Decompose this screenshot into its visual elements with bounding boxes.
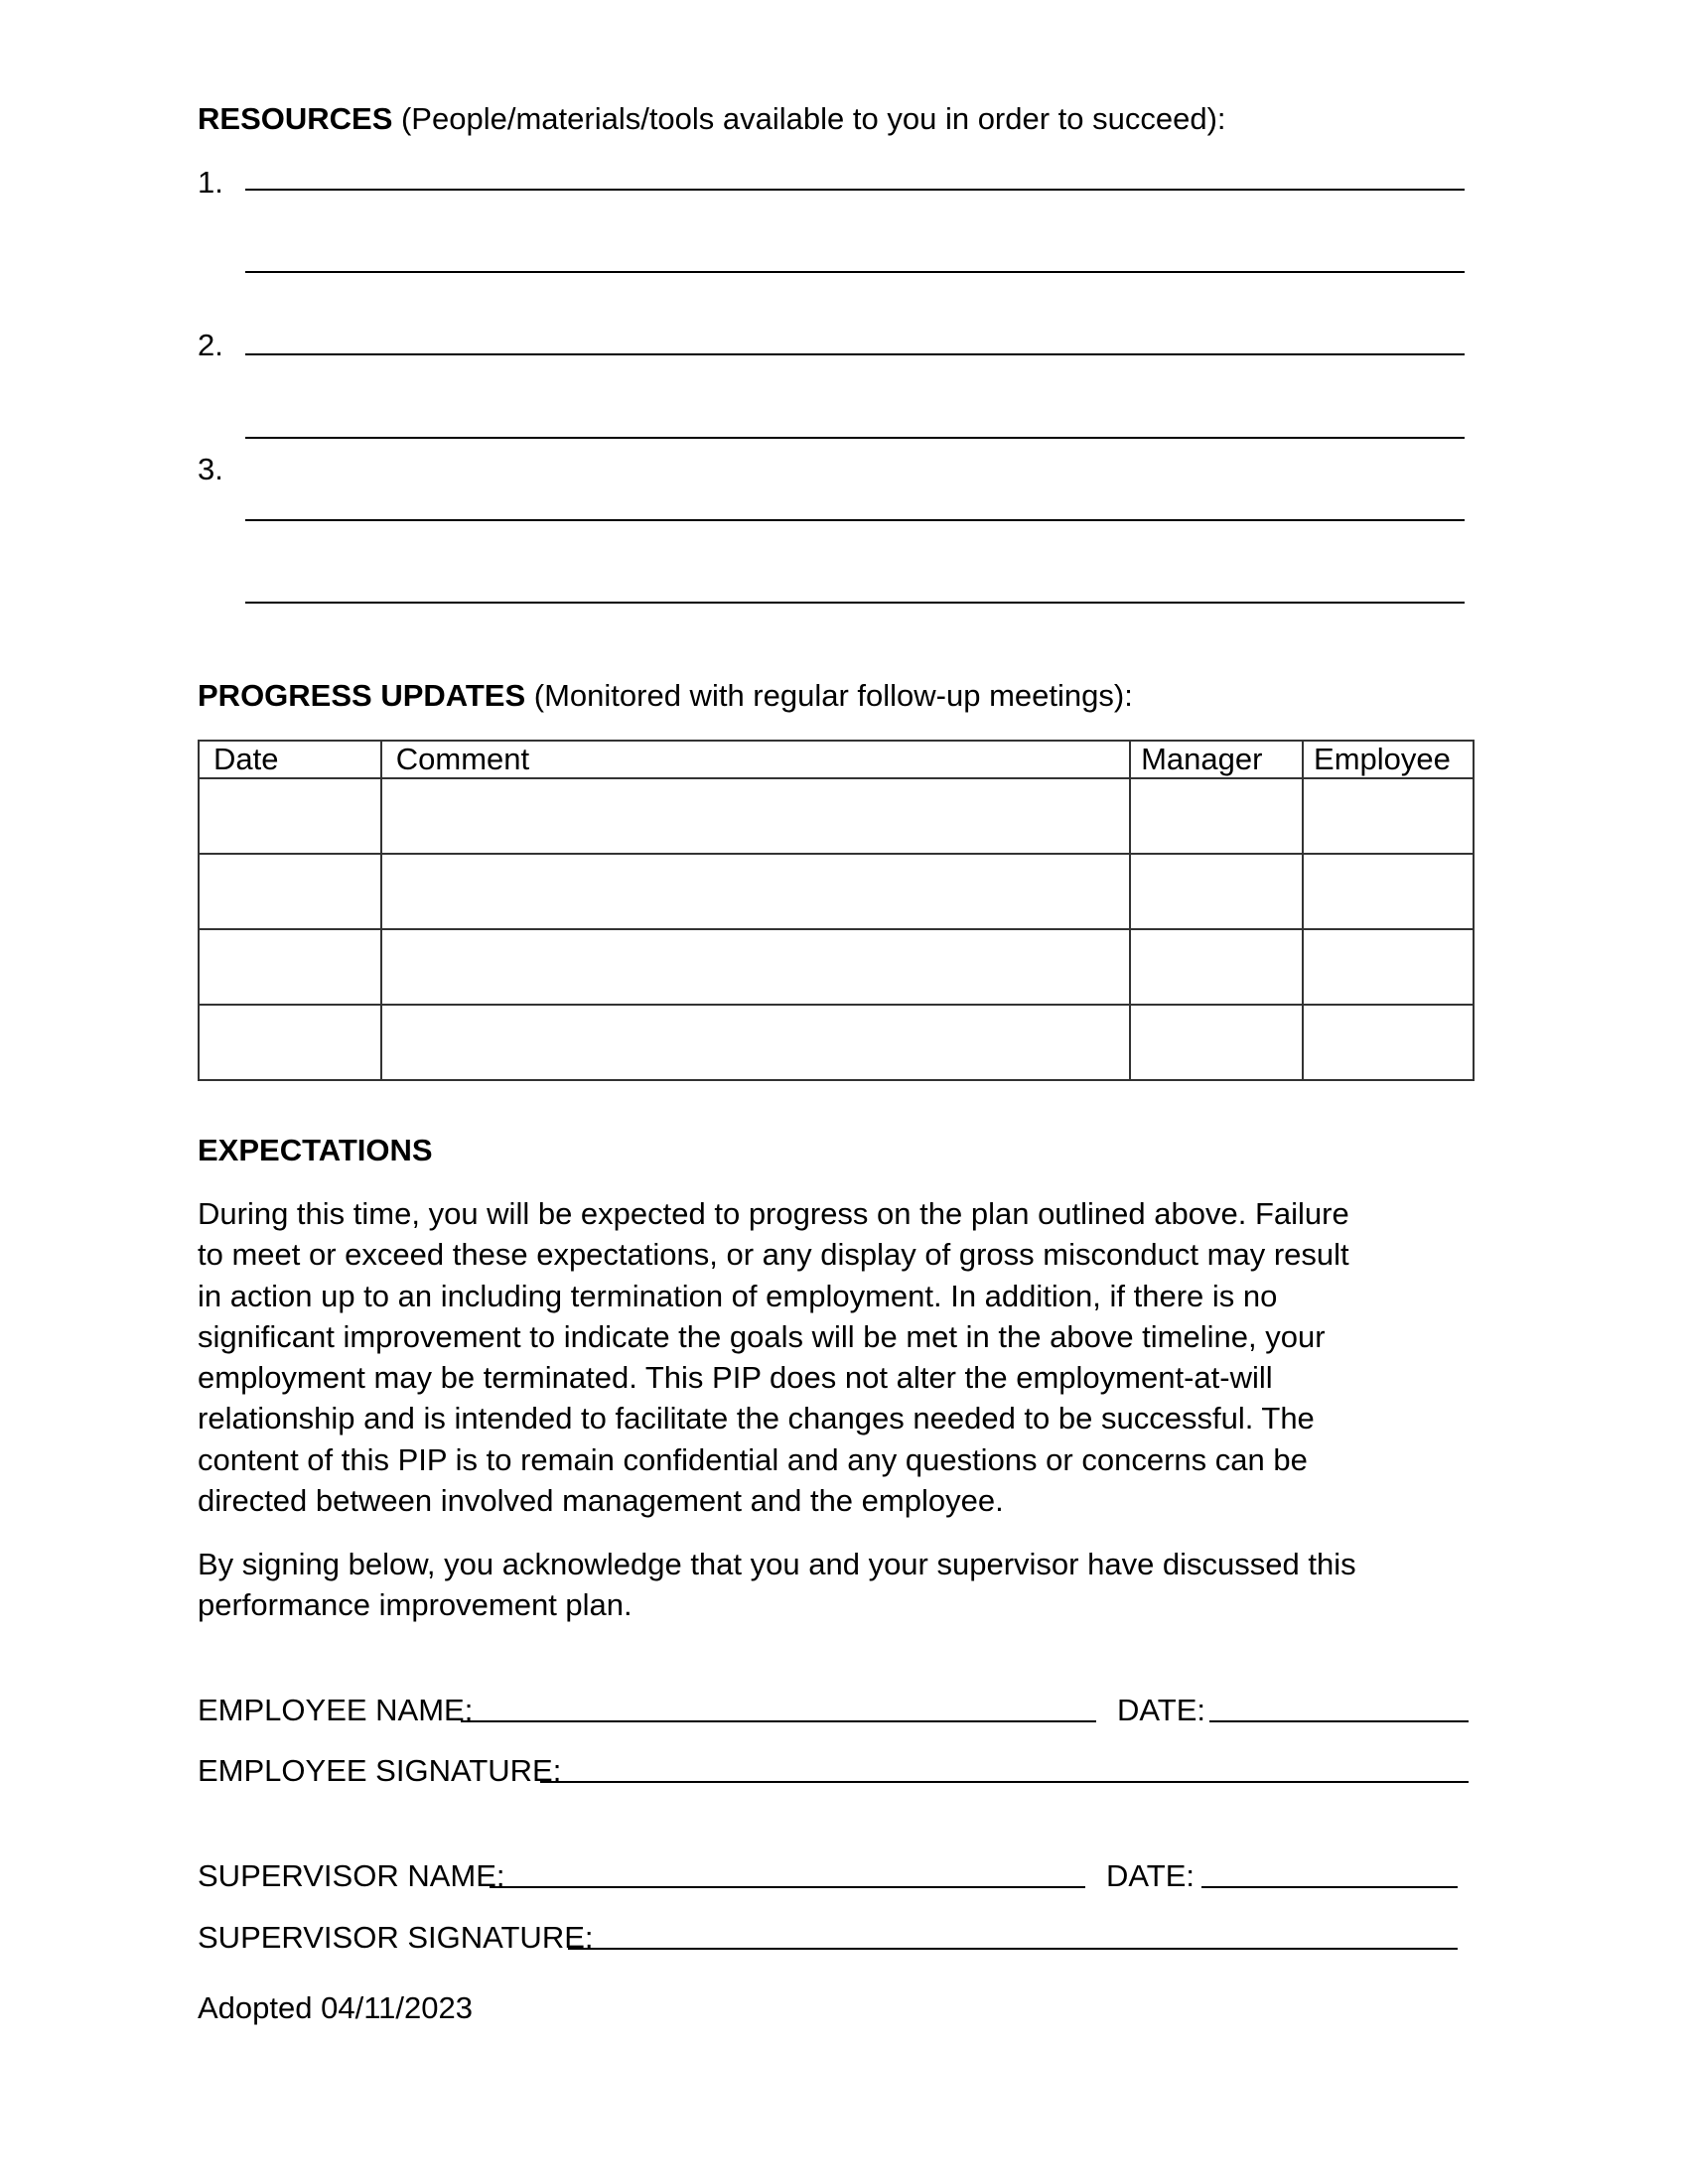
paragraph-line: in action up to an including termination of employment. In addition, if there is no <box>198 1278 1278 1313</box>
supervisor-name-line[interactable] <box>490 1886 1085 1888</box>
supervisor-date-label: DATE: <box>1106 1858 1195 1893</box>
table-row <box>199 929 1474 1005</box>
paragraph-line: relationship and is intended to facilitate the changes needed to be successful. The <box>198 1401 1315 1436</box>
employee-cell[interactable] <box>1303 1005 1474 1080</box>
resource-2-line-1[interactable] <box>245 353 1465 355</box>
date-cell[interactable] <box>199 929 381 1005</box>
employee-name-line[interactable] <box>461 1720 1096 1722</box>
column-header-employee: Employee <box>1303 741 1474 778</box>
resource-1-line-2[interactable] <box>245 271 1465 273</box>
comment-cell[interactable] <box>381 929 1130 1005</box>
comment-cell[interactable] <box>381 778 1130 854</box>
resource-number-1: 1. <box>198 165 223 200</box>
date-cell[interactable] <box>199 778 381 854</box>
employee-signature-line[interactable] <box>540 1781 1469 1783</box>
employee-name-label: EMPLOYEE NAME: <box>198 1693 474 1727</box>
column-header-date: Date <box>199 741 381 778</box>
employee-cell[interactable] <box>1303 854 1474 929</box>
paragraph-line: content of this PIP is to remain confidential and any questions or concerns can be <box>198 1441 1308 1477</box>
paragraph-line: By signing below, you acknowledge that you and your supervisor have discussed this <box>198 1547 1356 1581</box>
table-row <box>199 1005 1474 1080</box>
manager-cell[interactable] <box>1130 1005 1303 1080</box>
manager-cell[interactable] <box>1130 929 1303 1005</box>
table-header-row <box>199 741 1474 778</box>
employee-date-label: DATE: <box>1117 1693 1205 1727</box>
resource-1-line-1[interactable] <box>245 189 1465 191</box>
resource-number-2: 2. <box>198 328 223 362</box>
comment-cell[interactable] <box>381 1005 1130 1080</box>
table-row <box>199 854 1474 929</box>
paragraph-line: performance improvement plan. <box>198 1587 633 1623</box>
paragraph-line: significant improvement to indicate the goals will be met in the above timeline, your <box>198 1318 1326 1354</box>
paragraph-line: employment may be terminated. This PIP does not alter the employment-at-will <box>198 1360 1273 1396</box>
date-cell[interactable] <box>199 854 381 929</box>
supervisor-signature-line[interactable] <box>568 1948 1458 1950</box>
expectations-paragraph <box>198 1193 1349 1521</box>
employee-date-line[interactable] <box>1209 1720 1469 1722</box>
adopted-date: Adopted 04/11/2023 <box>198 1990 473 2025</box>
resource-2-line-2[interactable] <box>245 437 1465 439</box>
progress-updates-table <box>198 740 1475 1081</box>
resource-number-3: 3. <box>198 452 223 486</box>
expectations-heading: EXPECTATIONS <box>198 1133 433 1167</box>
resource-3-line-1[interactable] <box>245 519 1465 521</box>
employee-cell[interactable] <box>1303 778 1474 854</box>
paragraph-line: to meet or exceed these expectations, or any display of gross misconduct may result <box>198 1237 1349 1273</box>
employee-cell[interactable] <box>1303 929 1474 1005</box>
paragraph-line: During this time, you will be expected to progress on the plan outlined above. Failure <box>198 1196 1349 1231</box>
manager-cell[interactable] <box>1130 778 1303 854</box>
column-header-manager: Manager <box>1130 741 1303 778</box>
supervisor-date-line[interactable] <box>1201 1886 1458 1888</box>
resources-heading: RESOURCES (People/materials/tools available to you in order to succeed): <box>198 101 1226 136</box>
column-header-comment: Comment <box>381 741 1130 778</box>
employee-signature-label: EMPLOYEE SIGNATURE: <box>198 1753 562 1788</box>
acknowledgement-paragraph <box>198 1544 1356 1626</box>
progress-heading: PROGRESS UPDATES (Monitored with regular follow-up meetings): <box>198 678 1133 713</box>
supervisor-signature-label: SUPERVISOR SIGNATURE: <box>198 1920 594 1955</box>
date-cell[interactable] <box>199 1005 381 1080</box>
table-row <box>199 778 1474 854</box>
manager-cell[interactable] <box>1130 854 1303 929</box>
resource-3-line-2[interactable] <box>245 602 1465 604</box>
comment-cell[interactable] <box>381 854 1130 929</box>
supervisor-name-label: SUPERVISOR NAME: <box>198 1858 505 1893</box>
paragraph-line: directed between involved management and the employee. <box>198 1483 1004 1519</box>
